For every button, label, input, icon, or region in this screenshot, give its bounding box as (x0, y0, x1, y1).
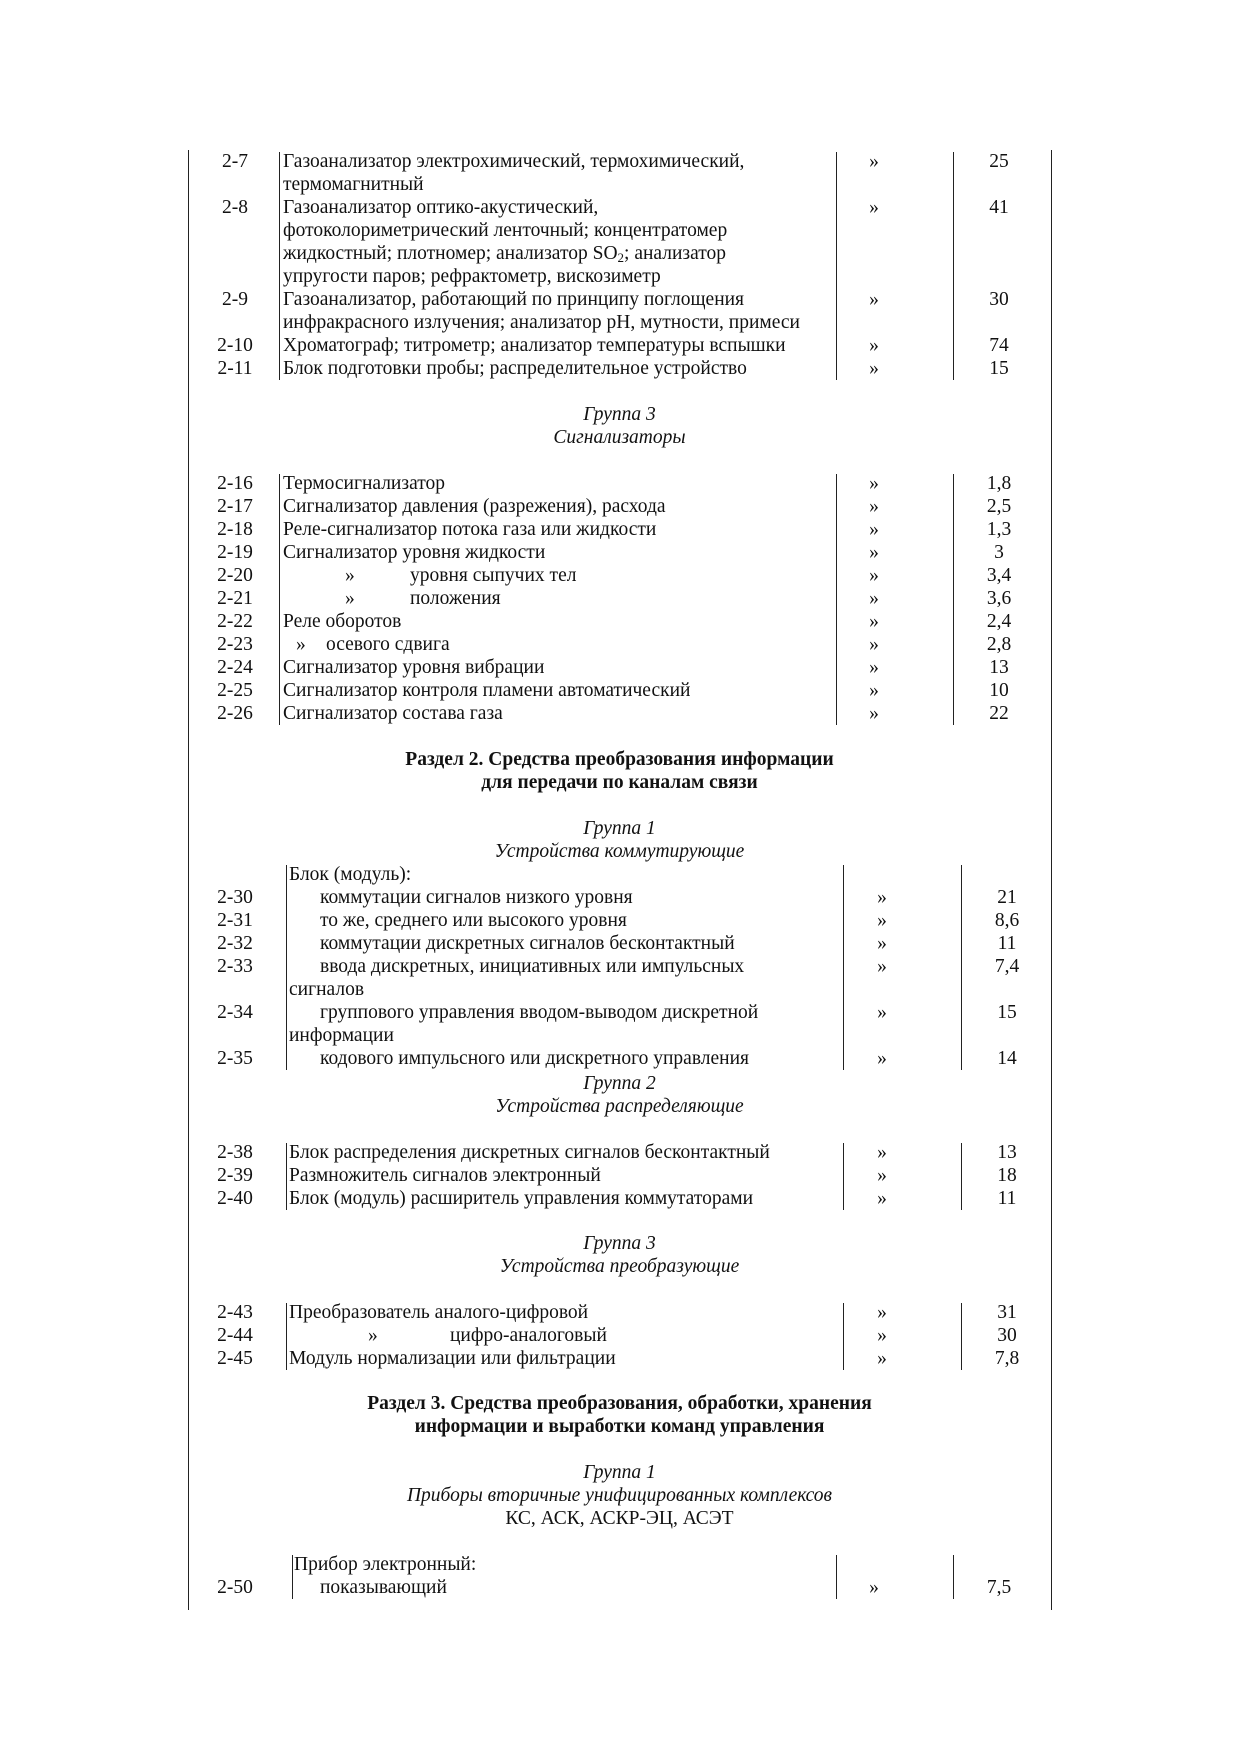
column-separator (279, 474, 280, 725)
row-value: 21 (997, 887, 1017, 908)
row-unit: » (869, 358, 879, 379)
row-name-line: Блок подготовки пробы; распределительное устройство (283, 358, 747, 379)
section-title: Раздел 3. Средства преобразования, обработки, хранения (367, 1393, 872, 1414)
row-value: 41 (989, 197, 1009, 218)
row-name-line: Блок распределения дискретных сигналов бесконтактный (289, 1142, 770, 1163)
row-name-line: Блок (модуль) расширитель управления коммутаторами (289, 1188, 754, 1209)
row-code: 2-18 (217, 519, 253, 540)
column-separator (843, 1143, 844, 1210)
row-code: 2-43 (217, 1302, 253, 1323)
column-separator (953, 1555, 954, 1599)
row-code: 2-21 (217, 588, 253, 609)
row-code: 2-10 (217, 335, 253, 356)
column-separator (961, 1303, 962, 1370)
group-heading: Группа 2 (583, 1073, 656, 1094)
ditto-mark: » (368, 1325, 378, 1346)
row-value: 2,5 (986, 496, 1012, 517)
column-separator (292, 1555, 293, 1599)
row-unit: » (877, 1302, 887, 1323)
row-code: 2-31 (217, 910, 253, 931)
row-value: 18 (997, 1165, 1017, 1186)
row-unit: » (877, 887, 887, 908)
row-value: 30 (989, 289, 1009, 310)
row-code: 2-23 (217, 634, 253, 655)
row-unit: » (869, 634, 879, 655)
row-unit: » (869, 335, 879, 356)
row-unit: » (869, 611, 879, 632)
group-subtitle: Сигнализаторы (553, 427, 686, 448)
row-name-line: Реле-сигнализатор потока газа или жидкости (283, 519, 657, 540)
ditto-mark: » (296, 634, 306, 655)
section-title: информации и выработки команд управления (414, 1416, 825, 1437)
row-value: 13 (997, 1142, 1017, 1163)
section-title: Раздел 2. Средства преобразования информации (405, 749, 834, 770)
row-name-line: Размножитель сигналов электронный (289, 1165, 601, 1186)
row-name-line: коммутации сигналов низкого уровня (320, 887, 633, 908)
column-separator (961, 1143, 962, 1210)
row-value: 15 (997, 1002, 1017, 1023)
row-value: 25 (989, 151, 1009, 172)
row-unit: » (877, 1165, 887, 1186)
row-value: 8,6 (994, 910, 1020, 931)
row-name-line: Сигнализатор контроля пламени автоматический (283, 680, 691, 701)
row-code: 2-11 (217, 358, 253, 379)
row-value: 3,6 (986, 588, 1012, 609)
column-separator (286, 865, 287, 1070)
row-unit: » (877, 1348, 887, 1369)
group-subtitle: Устройства коммутирующие (494, 841, 745, 862)
row-unit: » (869, 542, 879, 563)
column-separator (953, 474, 954, 725)
row-code: 2-7 (222, 151, 248, 172)
row-name-line: Сигнализатор уровня вибрации (283, 657, 545, 678)
row-name-line: Газоанализатор оптико-акустический, (283, 197, 599, 218)
row-unit: » (869, 496, 879, 517)
row-name-line: то же, среднего или высокого уровня (320, 910, 627, 931)
row-code: 2-16 (217, 473, 253, 494)
row-unit: » (877, 1048, 887, 1069)
column-separator (953, 152, 954, 380)
row-unit: » (877, 1325, 887, 1346)
row-name-line: упругости паров; рефрактометр, вискозиметр (283, 266, 661, 287)
row-name-line: положения (410, 588, 501, 609)
row-value: 30 (997, 1325, 1017, 1346)
row-unit: » (869, 473, 879, 494)
row-unit: » (869, 519, 879, 540)
column-separator (836, 474, 837, 725)
row-name-line: жидкостный; плотномер; анализатор $SO_2$; анализатор (283, 243, 727, 265)
row-value: 2,8 (986, 634, 1012, 655)
row-value: 74 (989, 335, 1009, 356)
row-name-line: кодового импульсного или дискретного управления (320, 1048, 749, 1069)
row-value: 22 (989, 703, 1009, 724)
row-code: 2-9 (222, 289, 248, 310)
row-code: 2-40 (217, 1188, 253, 1209)
row-name-line: уровня сыпучих тел (410, 565, 577, 586)
row-unit: » (869, 289, 879, 310)
page-frame-right (1051, 150, 1052, 1610)
row-code: 2-44 (217, 1325, 253, 1346)
row-name-line: Реле оборотов (283, 611, 402, 632)
row-code: 2-50 (217, 1577, 253, 1598)
row-name-line: Сигнализатор состава газа (283, 703, 503, 724)
group-subtitle: Приборы вторичные унифицированных комплексов (406, 1485, 833, 1506)
row-unit: » (877, 1142, 887, 1163)
row-unit: » (877, 910, 887, 931)
row-code: 2-8 (222, 197, 248, 218)
row-code: 2-30 (217, 887, 253, 908)
row-name-line: Термосигнализатор (283, 473, 445, 494)
ditto-mark: » (345, 565, 355, 586)
row-name-line: сигналов (289, 979, 365, 1000)
row-name-line: ввода дискретных, инициативных или импульсных (320, 956, 745, 977)
row-name-line: инфракрасного излучения; анализатор pH, мутности, примеси (283, 312, 800, 333)
row-code: 2-38 (217, 1142, 253, 1163)
row-name-line: Сигнализатор уровня жидкости (283, 542, 546, 563)
group-subtitle: Устройства преобразующие (499, 1256, 740, 1277)
row-name-line: Газоанализатор, работающий по принципу поглощения (283, 289, 745, 310)
row-unit: » (877, 1002, 887, 1023)
row-code: 2-22 (217, 611, 253, 632)
row-value: 1,3 (986, 519, 1012, 540)
row-value: 1,8 (986, 473, 1012, 494)
subheader-label: Блок (модуль): (289, 864, 412, 885)
subheader-label: Прибор электронный: (294, 1554, 477, 1575)
row-value: 15 (989, 358, 1009, 379)
group-subtitle-systems: КС, АСК, АСКР-ЭЦ, АСЭТ (505, 1508, 734, 1529)
row-value: 11 (997, 933, 1017, 954)
row-unit: » (869, 565, 879, 586)
row-value: 13 (989, 657, 1009, 678)
column-separator (279, 152, 280, 380)
row-value: 3 (994, 542, 1004, 563)
row-unit: » (869, 588, 879, 609)
row-value: 3,4 (986, 565, 1012, 586)
row-value: 10 (989, 680, 1009, 701)
group-heading: Группа 3 (583, 1233, 656, 1254)
column-separator (286, 1143, 287, 1210)
column-separator (836, 152, 837, 380)
row-name-line: Газоанализатор электрохимический, термохимический, (283, 151, 745, 172)
row-name-line: коммутации дискретных сигналов бесконтактный (320, 933, 735, 954)
row-value: 7,5 (986, 1577, 1012, 1598)
column-separator (961, 865, 962, 1070)
row-code: 2-25 (217, 680, 253, 701)
row-code: 2-35 (217, 1048, 253, 1069)
row-unit: » (877, 1188, 887, 1209)
row-code: 2-20 (217, 565, 253, 586)
group-heading: Группа 3 (583, 404, 656, 425)
ditto-mark: » (345, 588, 355, 609)
row-name-line: показывающий (320, 1577, 447, 1598)
row-code: 2-45 (217, 1348, 253, 1369)
row-code: 2-39 (217, 1165, 253, 1186)
row-name-line: Преобразователь аналого-цифровой (289, 1302, 589, 1323)
row-code: 2-32 (217, 933, 253, 954)
row-name-line: термомагнитный (283, 174, 424, 195)
page-frame-left (188, 150, 189, 1610)
row-unit: » (877, 956, 887, 977)
row-name-line: информации (289, 1025, 394, 1046)
row-value: 2,4 (986, 611, 1012, 632)
column-separator (843, 865, 844, 1070)
column-separator (843, 1303, 844, 1370)
row-unit: » (869, 680, 879, 701)
row-name-line: группового управления вводом-выводом дискретной (320, 1002, 759, 1023)
row-name-line: цифро-аналоговый (450, 1325, 607, 1346)
column-separator (286, 1303, 287, 1370)
row-name-line: осевого сдвига (326, 634, 450, 655)
group-heading: Группа 1 (583, 1462, 656, 1483)
row-code: 2-26 (217, 703, 253, 724)
row-name-line: Модуль нормализации или фильтрации (289, 1348, 616, 1369)
row-code: 2-33 (217, 956, 253, 977)
group-subtitle: Устройства распределяющие (495, 1096, 744, 1117)
row-name-line: Сигнализатор давления (разрежения), расхода (283, 496, 666, 517)
row-unit: » (869, 1577, 879, 1598)
row-value: 14 (997, 1048, 1017, 1069)
group-heading: Группа 1 (583, 818, 656, 839)
row-value: 7,4 (994, 956, 1020, 977)
row-code: 2-34 (217, 1002, 253, 1023)
row-name-line: Хроматограф; титрометр; анализатор температуры вспышки (283, 335, 786, 356)
row-value: 7,8 (994, 1348, 1020, 1369)
section-title: для передачи по каналам связи (481, 772, 758, 793)
row-unit: » (869, 703, 879, 724)
row-unit: » (869, 657, 879, 678)
row-unit: » (869, 151, 879, 172)
row-code: 2-17 (217, 496, 253, 517)
row-name-line: фотоколориметрический ленточный; концентратомер (283, 220, 728, 241)
column-separator (836, 1555, 837, 1599)
row-value: 31 (997, 1302, 1017, 1323)
row-value: 11 (997, 1188, 1017, 1209)
row-unit: » (877, 933, 887, 954)
row-code: 2-24 (217, 657, 253, 678)
row-unit: » (869, 197, 879, 218)
row-code: 2-19 (217, 542, 253, 563)
